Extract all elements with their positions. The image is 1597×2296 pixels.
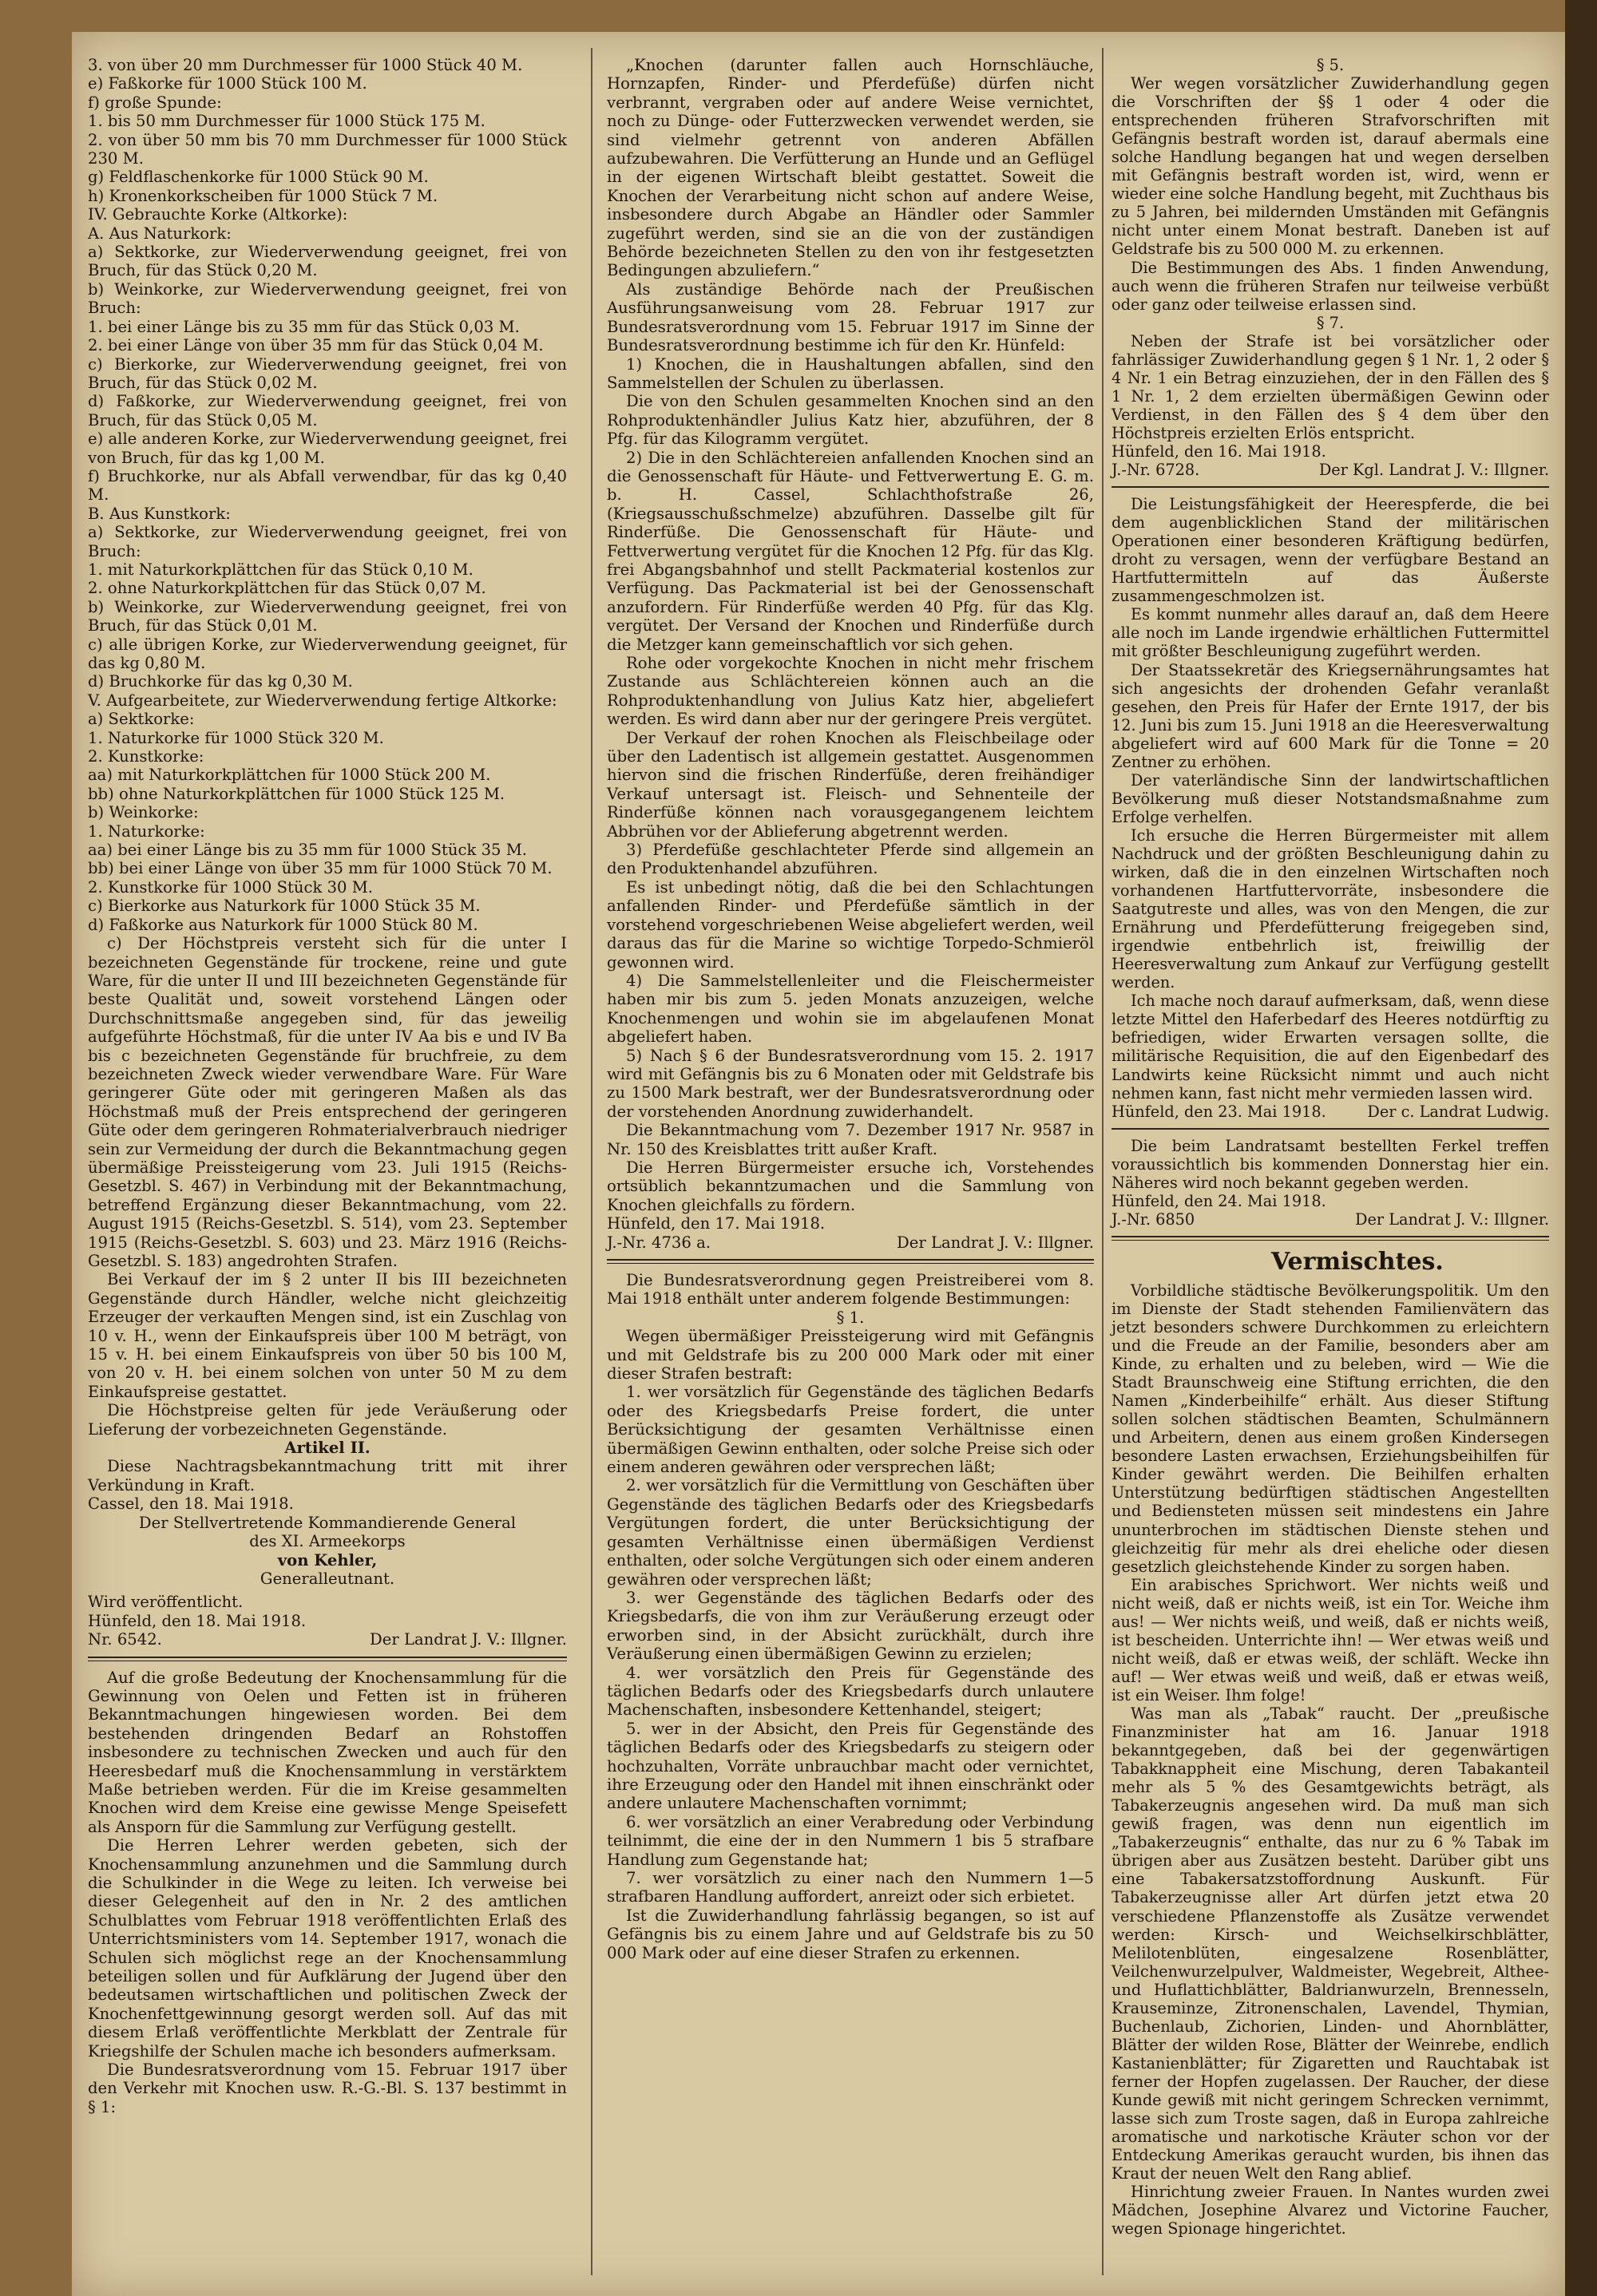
signature-row: [88, 1630, 567, 1649]
signature: Der Landrat J. V.: Illgner.: [1354, 1209, 1549, 1229]
column-divider: [1102, 48, 1104, 2275]
place-date: Hünfeld, den 18. Mai 1918.: [88, 1611, 307, 1630]
divider: [1112, 486, 1549, 488]
paragraph: Wer wegen vorsätzlicher Zuwiderhandlung gegen die Vorschriften der §§ 1 oder 4 oder die entsprechenden früheren Strafvorschriften mit Gefängnis bestraft worden ist, darauf abermals eine solche Handlung begangen hat und wegen derselben mit Gefängnis bestraft worden ist, wird, wenn er wieder eine solche Handlung begeht, mit Zuchthaus bis zu 5 Jahren, bei mildernden Umständen mit Gefängnis nicht unter einem Monat bestraft. Daneben ist auf Geldstrafe bis zu 500 000 M. zu erkennen.: [1112, 74, 1549, 259]
section-mark: § 5.: [1316, 56, 1345, 74]
list-item: 7. wer vorsätzlich zu einer nach den Nummern 1—5 strafbaren Handlung auffordert, anreizt oder sich erbietet.: [607, 1869, 1094, 1906]
cork-price-list: 3. von über 20 mm Durchmesser für 1000 Stück 40 M. e) Faßkorke für 1000 Stück 100 M. f) große Spunde: 1. bis 50 mm Durchmesser für 1000 Stück 175 M. 2. von über 50 mm bis 70 mm Durchmesser für 1000 Stück 230 M. g) Feldflaschenkorke für 1000 Stück 90 M. h) Kronenkorkscheiben für 1000 Stück 7 M. IV. Gebrauchte Korke (Altkorke): A. Aus Naturkork: a) Sektkorke, zur Wiederverwendung geeignet, frei von Bruch, für das Stück 0,20 M. b) Weinkorke, zur Wiederverwendung geeignet, frei von Bruch: 1. bei einer Länge bis zu 35 mm für das Stück 0,03 M. 2. bei einer Länge von über 35 mm für das Stück 0,04 M. c) Bierkorke, zur Wiederverwendung geeignet, frei von Bruch, für das Stück 0,02 M. d) Faßkorke, zur Wiederverwendung geeignet, frei von Bruch, für das Stück 0,05 M. e) alle anderen Korke, zur Wiederverwendung geeignet, frei von Bruch, für das kg 1,00 M. f) Bruchkorke, nur als Abfall verwendbar, für das kg 0,40 M. B. Aus Kunstkork: a) Sektkorke, zur Wiederverwendung geeignet, frei von Bruch: 1. mit Naturkorkplättchen für das Stück 0,10 M. 2. ohne Naturkorkplättchen für das Stück 0,07 M. b) Weinkorke, zur Wiederverwendung geeignet, frei von Bruch, für das Stück 0,01 M. c) alle übrigen Korke, zur Wiederverwendung geeignet, für das kg 0,80 M. d) Bruchkorke für das kg 0,30 M. V. Aufgearbeitete, zur Wiederverwendung fertige Altkorke: a) Sektkorke: 1. Naturkorke für 1000 Stück 320 M. 2. Kunstkorke: aa) mit Naturkorkplättchen für 1000 Stück 200 M. bb) ohne Naturkorkplättchen für 1000 Stück 125 M. b) Weinkorke: 1. Naturkorke: aa) bei einer Länge bis zu 35 mm für 1000 Stück 35 M. bb) bei einer Länge von über 35 mm für 1000 Stück 70 M. 2. Kunstkorke für 1000 Stück 30 M. c) Bierkorke aus Naturkork für 1000 Stück 35 M. d) Faßkorke aus Naturkork für 1000 Stück 80 M.: [88, 56, 567, 934]
paragraph: Bei Verkauf der im § 2 unter II bis III bezeichneten Gegenstände durch Händler, welche nicht gleichzeitig Erzeuger der verkauften Mengen sind, ist ein Zuschlag von 10 v. H., wenn der Einkaufspreis über 100 M beträgt, von 15 v. H. bei einem Einkaufspreis von über 50 bis 100 M, von 20 v. H. bei einem solchen von unter 50 M zu dem Einkaufspreise gestattet.: [88, 1270, 567, 1401]
paragraph: Die beim Landratsamt bestellten Ferkel treffen voraussichtlich bis kommenden Donnerstag hier ein. Näheres wird noch bekannt gegeben werden.: [1112, 1136, 1549, 1192]
divider: [88, 1657, 567, 1661]
news-item: Vorbildliche städtische Bevölkerungspolitik. Um den im Dienste der Stadt stehenden Familienvätern das jetzt besonders schwere Durchkommen zu erleichtern und die Freude an der Familie, besonders aber am Kinde, zu erhalten und zu beleben, wird — Wie die Stadt Braunschweig eine Stiftung errichten, die den Namen „Kinderbeihilfe“ erhält. Aus dieser Stiftung sollen solchen städtischen Beamten, Schulmännern und Arbeitern, denen aus einem großen Kindersegen besondere Lasten erwachsen, Erziehungsbeihilfen für Kinder gewährt werden. Die Beihilfen erhalten Unterstützung bedürftigen städtischen Angestellten und Bediensteten müssen seit mindestens ein Jahre ununterbrochen im städtischen Dienste stehen und gleichzeitig für mehr als drei eheliche oder diesen gesetzlich gleichstehende Kinder zu sorgen haben.: [1112, 1281, 1549, 1576]
column-left: [88, 56, 567, 2116]
section-mark: § 7.: [1316, 313, 1345, 332]
column-right: [1112, 56, 1549, 2238]
signature: Der Landrat J. V.: Illgner.: [370, 1630, 567, 1649]
paragraph: Die von den Schulen gesammelten Knochen sind an den Rohproduktenhändler Julius Katz hier, abzuführen, der 8 Pfg. für das Kilogramm vergütet.: [607, 392, 1094, 449]
paragraph: 1) Knochen, die in Haushaltungen abfallen, sind den Sammelstellen der Schulen zu überlassen.: [607, 354, 1094, 392]
place-date: Hünfeld, den 24. Mai 1918.: [1112, 1191, 1326, 1210]
paragraph: Ist die Zuwiderhandlung fahrlässig begangen, so ist auf Gefängnis bis zu einem Jahre und auf Geldstrafe bis zu 50 000 Mark oder auf eine dieser Strafen zu erkennen.: [607, 1906, 1094, 1962]
reference-number: J.-Nr. 4736 a.: [607, 1233, 711, 1252]
reference-number: Nr. 6542.: [88, 1630, 162, 1649]
adjacent-page-edge: [1565, 0, 1597, 2296]
signature-name: von Kehler,: [277, 1550, 378, 1570]
list-item: 4. wer vorsätzlich den Preis für Gegenstände des täglichen Bedarfs oder des Kriegsbedarfs durch unlautere Machenschaften, insbesondere Kettenhandel, steigert;: [607, 1663, 1094, 1720]
paragraph: Rohe oder vorgekochte Knochen in nicht mehr frischem Zustande aus Schlächtereien können auch an die Rohproduktenhandlung von Julius Katz hier, abgeliefert werden. Es wird dann aber nur der geringere Preis vergütet.: [607, 654, 1094, 729]
signature-row: [607, 1233, 1094, 1252]
signature-line: Der Stellvertretende Kommandierende General: [138, 1513, 517, 1532]
paragraph: Die Höchstpreise gelten für jede Veräußerung oder Lieferung der vorbezeichneten Gegenstände.: [88, 1401, 567, 1439]
paragraph: Diese Nachtragsbekanntmachung tritt mit ihrer Verkündung in Kraft.: [88, 1457, 567, 1494]
quotation: „Knochen (darunter fallen auch Hornschläuche, Hornzapfen, Rinder- und Pferdefüße) dürfen nicht verbrannt, vergraben oder auf andere Weise vernichtet, noch zu Dünge- oder Futterzwecken verwendet werden, sie sind vielmehr getrennt von anderen Abfällen aufzubewahren. Die Verfütterung an Hunde und an Geflügel in der eigenen Wirtschaft bleibt gestattet. Soweit die Knochen der Verarbeitung nicht schon auf andere Weise, insbesondere durch Abgabe an Händler oder Sammler zugeführt werden, sind sie an die von der zuständigen Behörde bezeichneten Stellen zu den von ihr festgesetzten Bedingungen abzuliefern.“: [607, 56, 1094, 280]
section-heading: Vermischtes.: [1271, 1247, 1444, 1276]
paragraph: 3) Pferdefüße geschlachteter Pferde sind allgemein an den Produktenhandel abzuführen.: [607, 841, 1094, 878]
section-mark: § 1.: [836, 1308, 865, 1327]
place-date: Cassel, den 18. Mai 1918.: [88, 1494, 294, 1514]
paragraph: Ich ersuche die Herren Bürgermeister mit allem Nachdruck und der größten Beschleunigung dahin zu wirken, daß die in den einzelnen Wirtschaften noch vorhandenen Hartfuttervorräte, insbesondere die Saatgutreste und alles, was von den Mengen, die zur Ernährung und Pferdefütterung freigegeben sind, irgendwie entbehrlich ist, freiwillig der Heeresverwaltung zum Ankauf zur Verfügung gestellt werden.: [1112, 825, 1549, 992]
paragraph: Die Bundesratsverordnung gegen Preistreiberei vom 8. Mai 1918 enthält unter anderem folgende Bestimmungen:: [607, 1271, 1094, 1308]
paragraph: Es kommt nunmehr alles darauf an, daß dem Heere alle noch im Lande irgendwie erhältlichen Futtermittel mit größter Beschleunigung zugeführt werden.: [1112, 605, 1549, 661]
list-item: 1. wer vorsätzlich für Gegenstände des täglichen Bedarfs oder des Kriegsbedarfs Preise fordert, die unter Berücksichtigung der gesamten Verhältnisse einen übermäßigen Gewinn enthalten, oder solche Preise sich oder einem anderen gewähren oder versprechen läßt;: [607, 1383, 1094, 1477]
divider: [1112, 1128, 1549, 1130]
news-item: Ein arabisches Sprichwort. Wer nichts weiß und nicht weiß, daß er nichts weiß, ist ein Tor. Weiche ihm aus! — Wer nichts weiß, und weiß, daß er nichts weiß, ist bescheiden. Unterrichte ihn! — Wer etwas weiß und nicht weiß, daß er etwas weiß, der schläft. Wecke ihn auf! — Wer etwas weiß und weiß, daß er etwas weiß, ist ein Weiser. Ihm folge!: [1112, 1575, 1549, 1704]
paragraph: Die Herren Lehrer werden gebeten, sich der Knochensammlung anzunehmen und die Sammlung durch die Schulkinder in die Wege zu leiten. Ich verweise bei dieser Gelegenheit auf den in Nr. 2 des amtlichen Schulblattes vom Februar 1918 veröffentlichten Erlaß des Unterrichtsministers vom 14. September 1917, wonach die Schulen sich möglichst rege an der Knochensammlung beteiligen sollen und für Aufklärung der Jugend über den bedeutsamen wirtschaftlichen und politischen Zweck der Knochenfettgewinnung gesorgt werden soll. Auf das mit diesem Erlaß veröffentlichte Merkblatt der Zentrale für Kriegshilfe der Schulen mache ich besonders aufmerksam.: [88, 1836, 567, 2060]
news-item: Was man als „Tabak“ raucht. Der „preußische Finanzminister hat am 16. Januar 1918 bekanntgegeben, daß bei der gegenwärtigen Tabakknappheit eine Mischung, deren Tabakanteil mehr als 5 % des Gesamtgewichts beträgt, als Tabakerzeugnis angesehen wird. Da muß man sich gewiß fragen, was denn nun eigentlich im „Tabakerzeugnis“ enthalte, das nur zu 6 % Tabak im übrigen aber aus Zusätzen besteht. Darüber gibt uns eine Tabakersatzstoffordnung Auskunft. Für Tabakerzeugnisse aller Art dürfen jetzt etwa 20 verschiedene Pflanzenstoffe als Zusätze verwendet werden: Kirsch- und Weichselkirschblätter, Melilotenblüten, eingesalzene Rosenblätter, Veilchenwurzelpulver, Waldmeister, Wegebreit, Althee- und Huflattichblätter, Baldrianwurzeln, Brennesseln, Krauseminze, Zitronenschalen, Lavendel, Thymian, Buchenlaub, Zichorien, Linden- und Ahornblätter, Blätter der wilden Rose, Blätter der Weinrebe, endlich Kastanienblätter; für Zigaretten und Rauchtabak ist ferner der Hopfen zugelassen. Der Raucher, der diese Kunde gewiß mit nicht geringem Schrecken vernimmt, lasse sich zum Troste sagen, daß in Europa zahlreiche aromatische und narkotische Kräuter schon vor der Entdeckung Amerikas geraucht wurden, bis ihnen das Kraut der neuen Welt den Rang ablief.: [1112, 1704, 1549, 2183]
signature-row: [1112, 1102, 1549, 1121]
paragraph: Der Verkauf der rohen Knochen als Fleischbeilage oder über den Ladentisch ist allgemein gestattet. Ausgenommen hiervon sind die frischen Rinderfüße, deren freihändiger Verkauf untersagt ist. Fleisch- und Sehnenteile der Rinderfüße können nach vorausgegangenem leichtem Abbrühen vor der Ablieferung abgetrennt werden.: [607, 728, 1094, 841]
signature: Der Landrat J. V.: Illgner.: [897, 1233, 1094, 1252]
paragraph: Die Bundesratsverordnung vom 15. Februar 1917 über den Verkehr mit Knochen usw. R.-G.-Bl. S. 137 bestimmt in § 1:: [88, 2060, 567, 2116]
list-item: 5. wer in der Absicht, den Preis für Gegenstände des täglichen Bedarfs oder des Kriegsbedarfs zu steigern oder hochzuhalten, Vorräte unbrauchbar macht oder vernichtet, ihre Erzeugung oder den Handel mit ihnen einschränkt oder andere unlautere Machenschaften vornimmt;: [607, 1719, 1094, 1813]
signature-row: [1112, 1210, 1549, 1229]
signature: Der Kgl. Landrat J. V.: Illgner.: [1318, 461, 1549, 480]
paragraph: 4) Die Sammelstellenleiter und die Fleischermeister haben mir bis zum 5. jeden Monats anzuzeigen, welche Knochenmengen und wohin sie im abgelaufenen Monat abgeliefert haben.: [607, 971, 1094, 1047]
paragraph: Wegen übermäßiger Preissteigerung wird mit Gefängnis und mit Geldstrafe bis zu 200 000 Mark oder mit einer dieser Strafen bestraft:: [607, 1327, 1094, 1384]
paragraph: Die Leistungsfähigkeit der Heerespferde, die bei dem augenblicklichen Stand der militärischen Operationen einer besonderen Kräftigung bedürfen, droht zu versagen, wenn der verfügbare Bestand an Hartfuttermitteln auf das Äußerste zusammengeschmolzen ist.: [1112, 495, 1549, 606]
place-date: Hünfeld, den 17. Mai 1918.: [607, 1214, 826, 1233]
paragraph: Auf die große Bedeutung der Knochensammlung für die Gewinnung von Oelen und Fetten ist in früheren Bekanntmachungen hingewiesen worden. Bei dem bestehenden dringenden Bedarf an Rohstoffen insbesondere zu technischen Zwecken und auch für den Heeresbedarf muß die Knochensammlung in verstärktem Maße betrieben werden. Für die im Kreise gesammelten Knochen wird dem Kreise eine gewisse Menge Speisefett als Ansporn für die Sammlung zur Verfügung gestellt.: [88, 1668, 567, 1836]
column-middle: [607, 56, 1094, 1962]
place-date: Hünfeld, den 16. Mai 1918.: [1112, 441, 1326, 461]
paragraph: Neben der Strafe ist bei vorsätzlicher oder fahrlässiger Zuwiderhandlung gegen § 1 Nr. 1, 2 oder § 4 Nr. 1 ein Betrag einzuziehen, der in den Fällen des § 1 Nr. 1, 2 dem erzielten übermäßigen Gewinn oder Verdienst, in den Fällen des § 4 dem über den Höchstpreis erzielten Erlös entspricht.: [1112, 331, 1549, 442]
paragraph: 2) Die in den Schlächtereien anfallenden Knochen sind an die Genossenschaft für Häute- und Fettverwertung E. G. m. b. H. Cassel, Schlachthofstraße 26, (Kriegsausschußschmelze) abzuführen. Dasselbe gilt für Rinderfüße. Die Genossenschaft für Häute- und Fettverwertung vergütet für die Knochen 12 Pfg. für das Klg. frei Abgangsbahnhof und stellt Packmaterial kostenlos zur Verfügung. Das Packmaterial ist bei der Genossenschaft anzufordern. Für Rinderfüße werden 40 Pfg. für das Klg. vergütet. Der Versand der Knochen und Rinderfüße durch die Metzger kann gemeinschaftlich vor sich gehen.: [607, 448, 1094, 654]
paragraph: c) Der Höchstpreis versteht sich für die unter I bezeichneten Gegenstände für trockene, reine und gute Ware, für die unter II und III bezeichneten Gegenstände für beste Qualität und, soweit vorstehend Längen oder Durchschnittsmaße angegeben sind, für das jeweilig aufgeführte Höchstmaß, für die unter IV Aa bis e und IV Ba bis c bezeichneten Gegenstände für bruchfreie, zu dem bezeichneten Zweck wieder verwendbare Ware. Für Ware geringerer Güte oder mit geringeren Maßen als das Höchstmaß muß der Preis entsprechend der geringeren Güte oder dem geringeren Rohmaterialverbrauch niedriger sein zur Vermeidung der durch die Bekanntmachung gegen übermäßige Preissteigerung vom 23. Juli 1915 (Reichs-Gesetzbl. S. 467) in Verbindung mit der Bekanntmachung, betreffend Ergänzung dieser Bekanntmachung, vom 22. August 1915 (Reichs-Gesetzbl. S. 514), vom 23. September 1915 (Reichs-Gesetzbl. S. 603) und 23. März 1916 (Reichs-Gesetzbl. S. 183) angedrohten Strafen.: [88, 934, 567, 1270]
paragraph: Als zuständige Behörde nach der Preußischen Ausführungsanweisung vom 28. Februar 1917 zur Bundesratsverordnung vom 15. Februar 1917 im Sinne der Bundesratsverordnung bestimme ich für den Kr. Hünfeld:: [607, 279, 1094, 355]
reference-number: J.-Nr. 6850: [1112, 1209, 1195, 1229]
paragraph: Die Herren Bürgermeister ersuche ich, Vorstehendes ortsüblich bekanntzumachen und die Sammlung von Knochen gleichfalls zu fördern.: [607, 1158, 1094, 1214]
news-item: Hinrichtung zweier Frauen. In Nantes wurden zwei Mädchen, Josephine Alvarez und Victorine Faucher, wegen Spionage hingerichtet.: [1112, 2183, 1549, 2239]
list-item: 2. wer vorsätzlich für die Vermittlung von Geschäften über Gegenstände des täglichen Bedarfs oder des Kriegsbedarfs Vergütungen fordert, die unter Berücksichtigung der gesamten Verhältnisse einen übermäßigen Verdienst enthalten, oder solche Vergütungen sich oder einem anderen gewähren oder versprechen läßt;: [607, 1476, 1094, 1589]
paragraph: Der Staatssekretär des Kriegsernährungsamtes hat sich angesichts der drohenden Gefahr veranlaßt gesehen, den Preis für Hafer der Ernte 1917, der bis 12. Juni bis zum 15. Juni 1918 an die Heeresverwaltung abgeliefert wird auf 600 Mark für die Tonne = 20 Zentner zu erhöhen.: [1112, 660, 1549, 771]
paragraph: 5) Nach § 6 der Bundesratsverordnung vom 15. 2. 1917 wird mit Gefängnis bis zu 6 Monaten oder mit Geldstrafe bis zu 1500 Mark bestraft, wer der Bundesratsverordnung oder der vorstehenden Anordnung zuwiderhandelt.: [607, 1046, 1094, 1121]
paragraph: Der vaterländische Sinn der landwirtschaftlichen Bevölkerung muß dieser Notstandsmaßnahme zum Erfolge verhelfen.: [1112, 770, 1549, 826]
signature-line: Generalleutnant.: [260, 1569, 395, 1588]
published-note: Wird veröffentlicht.: [88, 1593, 244, 1612]
column-divider: [591, 48, 592, 2275]
signature: Der c. Landrat Ludwig.: [1367, 1102, 1549, 1121]
divider: [1112, 1236, 1549, 1241]
place-date: Hünfeld, den 23. Mai 1918.: [1112, 1102, 1326, 1121]
paragraph: Ich mache noch darauf aufmerksam, daß, wenn diese letzte Mittel den Haferbedarf des Heeres notdürftig zu befriedigen, wider Erwarten versagen sollte, die militärische Requisition, die auf den Eigenbedarf des Landwirts keine Rücksicht nimmt und auch nicht nehmen kann, fast nicht mehr vermieden lassen wird.: [1112, 992, 1549, 1102]
paragraph: Die Bestimmungen des Abs. 1 finden Anwendung, auch wenn die früheren Strafen nur teilweise verbüßt oder ganz oder teilweise erlassen sind.: [1112, 258, 1549, 314]
paragraph: Die Bekanntmachung vom 7. Dezember 1917 Nr. 9587 in Nr. 150 des Kreisblattes tritt außer Kraft.: [607, 1121, 1094, 1158]
list-item: 3. wer Gegenstände des täglichen Bedarfs oder des Kriegsbedarfs, die von ihm zur Veräußerung erzeugt oder erworben sind, in der Absicht zurückhält, durch ihre Veräußerung einen übermäßigen Gewinn zu erzielen;: [607, 1588, 1094, 1664]
article-heading: Artikel II.: [284, 1439, 371, 1458]
list-item: 6. wer vorsätzlich an einer Verabredung oder Verbindung teilnimmt, die eine der in den Nummern 1 bis 5 strafbare Handlung zum Gegenstande hat;: [607, 1812, 1094, 1869]
divider: [607, 1259, 1094, 1264]
signature-line: des XI. Armeekorps: [249, 1532, 406, 1551]
reference-number: J.-Nr. 6728.: [1112, 461, 1200, 480]
signature-row: [1112, 461, 1549, 479]
paragraph: Es ist unbedingt nötig, daß die bei den Schlachtungen anfallenden Rinder- und Pferdefüße sämtlich in der vorstehend vorgeschriebenen Weise abgeliefert werden, weil daraus das für die Marine so wichtige Torpedo-Schmieröl gewonnen wird.: [607, 877, 1094, 972]
